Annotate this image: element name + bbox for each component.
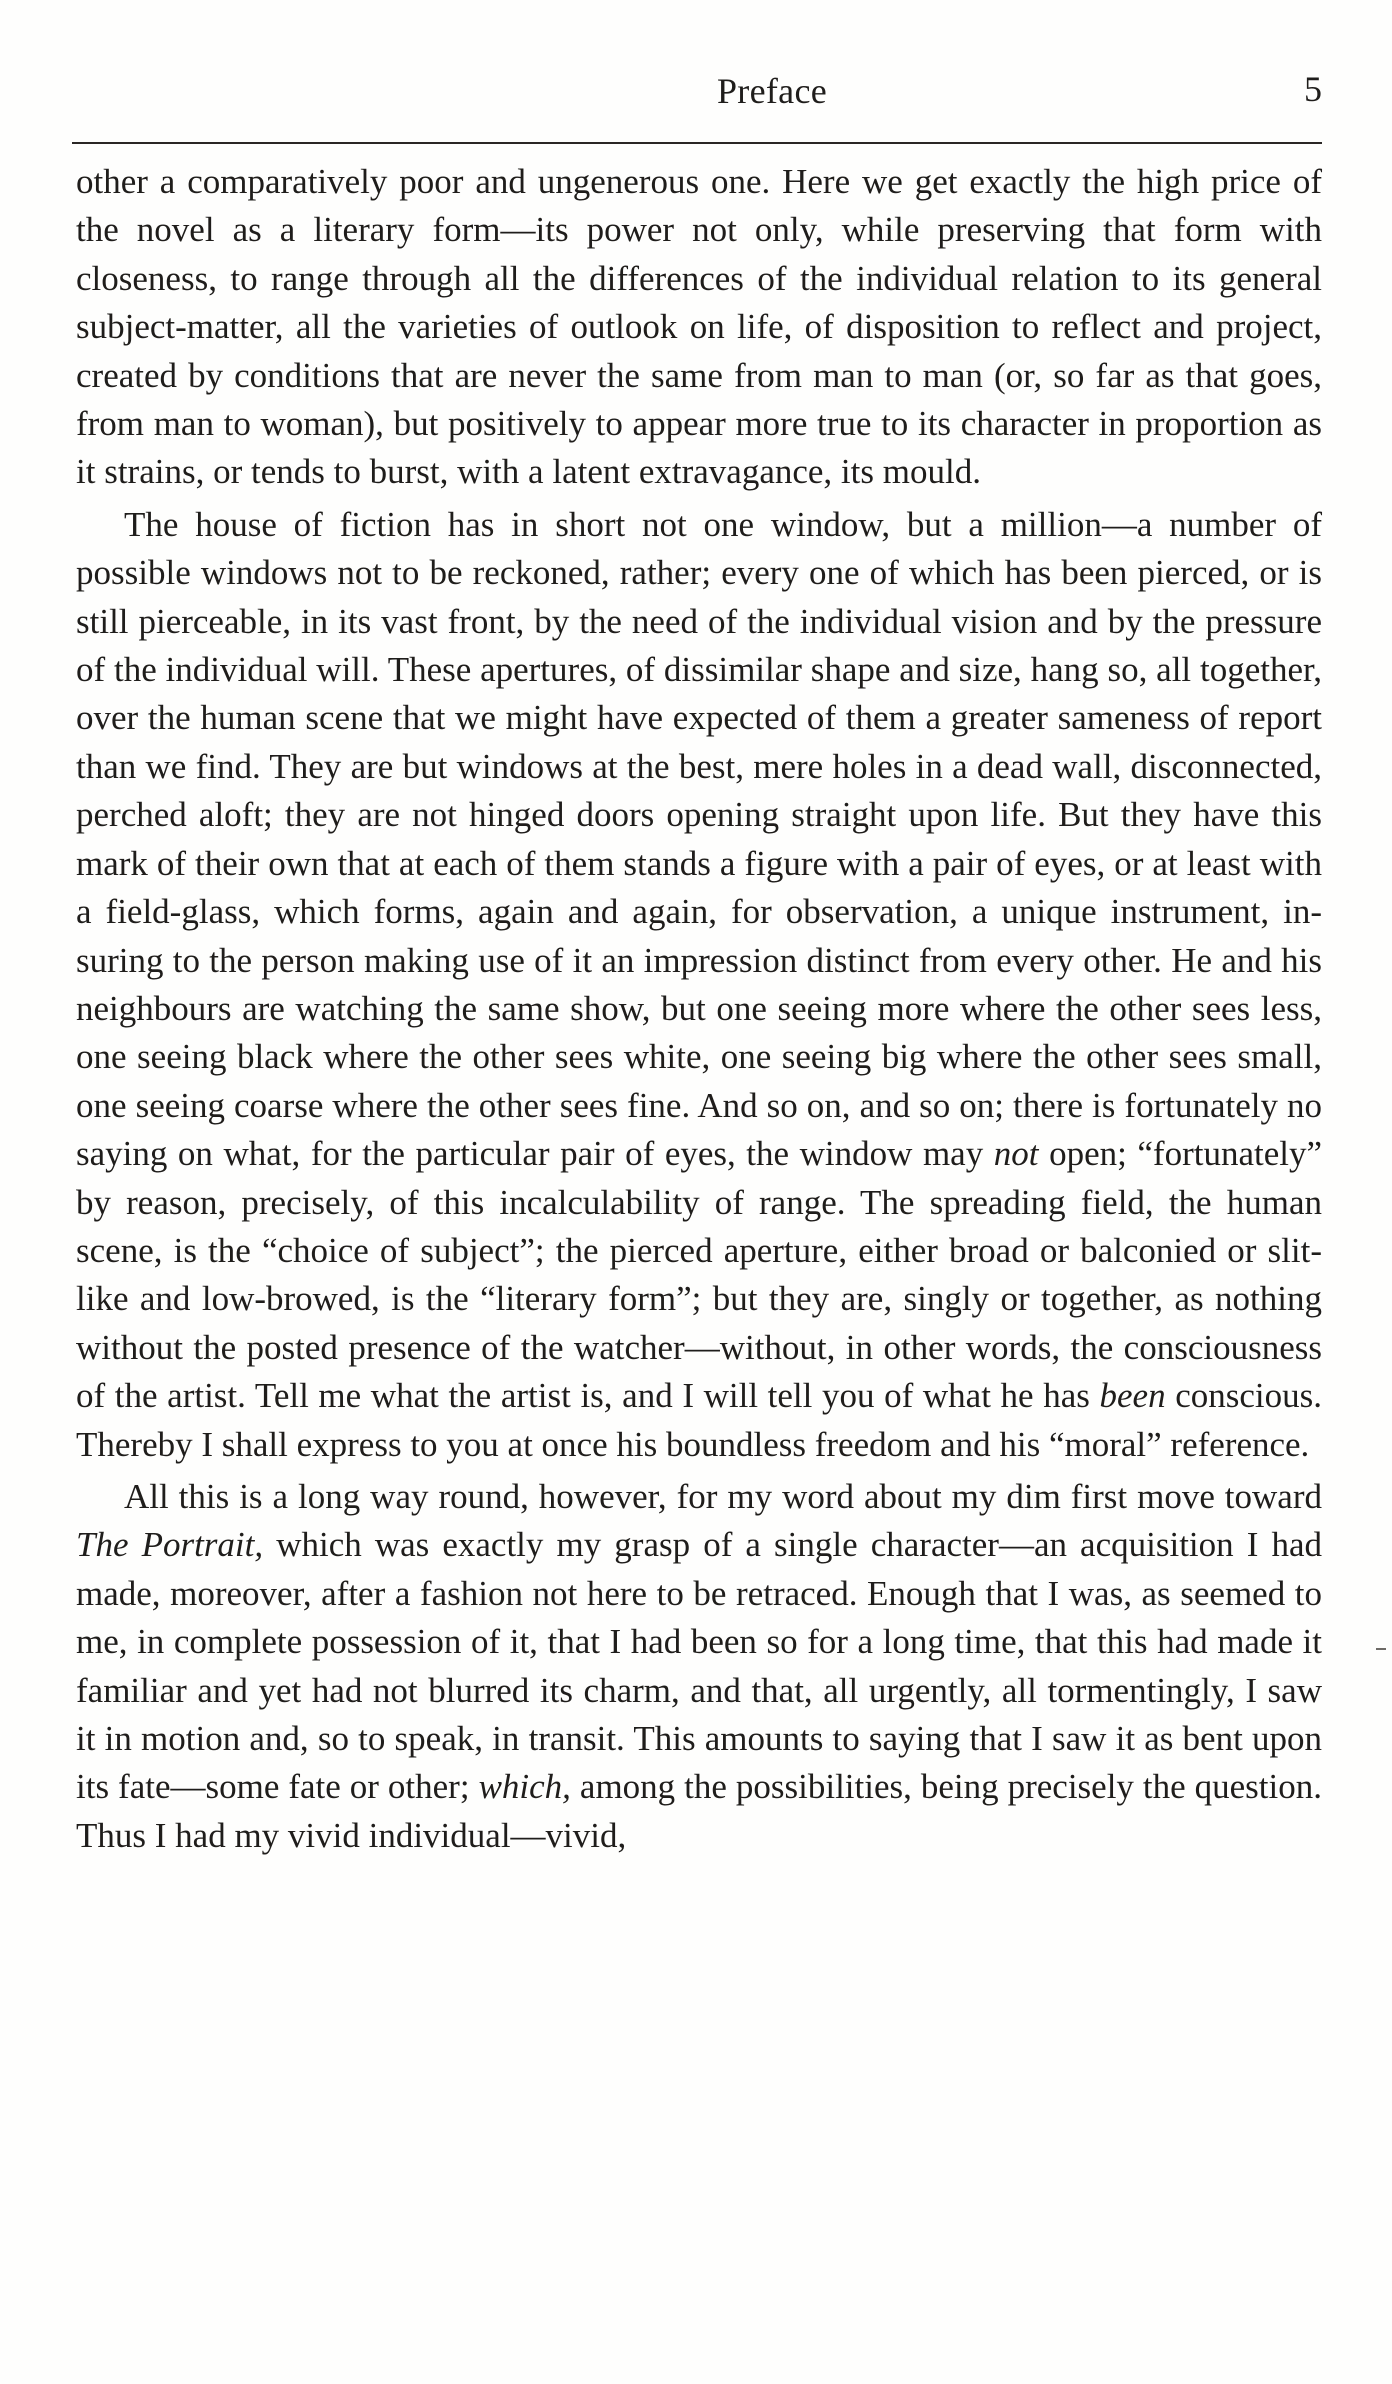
paragraph-2 — [76, 501, 1322, 1469]
margin-mark — [1376, 1648, 1386, 1650]
paragraph-3-text-b: which was exactly my grasp of a single character—an acquisition I had made, moreover, after a fashion not here to be retraced. Enough that I was, as seemed to me, in complete possession of it, that I had been so for a long time, that this had made it familiar and yet had not blurred its charm, and that, all urgently, all tormentingly, I saw it in motion and, so to speak, in transit. This amounts to saying that I saw it as bent upon its fate—some fate or other; — [76, 1525, 1323, 1807]
italic-which: which, — [478, 1767, 571, 1807]
paragraph-2-text-a: The house of fiction has in short not one window, but a million—a number of possible windows not to be reckoned, rather; every one of which has been pierced, or is still pierceable, in its vast front, by the need of the individual vision and by the pressure of the individual will. These apertures, of dissimilar shape and size, hang so, all together, over the human scene that we might have expected of them a greater sameness of report than we find. They are but windows at the best, mere holes in a dead wall, disconnected, perched aloft; they are not hinged doors opening straight upon life. But they have this mark of their own that at each of them stands a figure with a pair of eyes, or at least with a field-glass, which forms, again and again, for observation, a unique instrument, insuring to the person making use of it an impression distinct from every other. He and his neighbours are watching the same show, but one seeing more where the other sees less, one seeing black where the other sees white, one seeing big where the other sees small, one seeing coarse where the other sees fine. And so on, and so on; there is fortunately no saying on what, for the particular pair of eyes, the window may — [76, 504, 1322, 1174]
paragraph-1: other a comparatively poor and ungenerous one. Here we get exactly the high price of the novel as a literary form—its power not only, while preserving that form with closeness, to range through all the differences of the individual relation to its general subject-matter, all the varieties of outlook on life, of disposition to reflect and project, created by conditions that are never the same from man to man (or, so far as that goes, from man to woman), but positively to appear more true to its character in proportion as it strains, or tends to burst, with a latent extravagance, its mould. — [76, 162, 1322, 492]
paragraph-3-text-c: among the possibilities, being precisely the question. Thus I had my vivid individual—vivid, — [76, 1767, 1323, 1855]
paragraph-2-text-c: conscious. Thereby I shall express to you at once his boundless freedom and his “moral” reference. — [76, 1376, 1322, 1464]
page-number: 5 — [1304, 69, 1322, 109]
paragraph-2-text-b: open; “fortunately” by reason, precisely, of this incalculability of range. The spreading field, the human scene, is the “choice of subject”; the pierced aperture, either broad or balconied or slit-like and low-browed, is the “literary form”; but they are, singly or together, as nothing without the posted presence of the watcher—without, in other words, the consciousness of the artist. Tell me what the artist is, and I will tell you of what he has — [76, 1134, 1323, 1416]
running-head — [72, 66, 1322, 126]
paragraph-3-text-a: All this is a long way round, however, for my word about my dim first move toward — [124, 1476, 1322, 1516]
header-rule — [72, 142, 1322, 144]
body-text — [76, 158, 1322, 1860]
italic-not: not — [993, 1134, 1039, 1174]
italic-been: been — [1099, 1376, 1166, 1416]
italic-the-portrait: The Portrait, — [76, 1525, 264, 1565]
paragraph-3 — [76, 1473, 1322, 1860]
running-head-title: Preface — [716, 71, 827, 111]
